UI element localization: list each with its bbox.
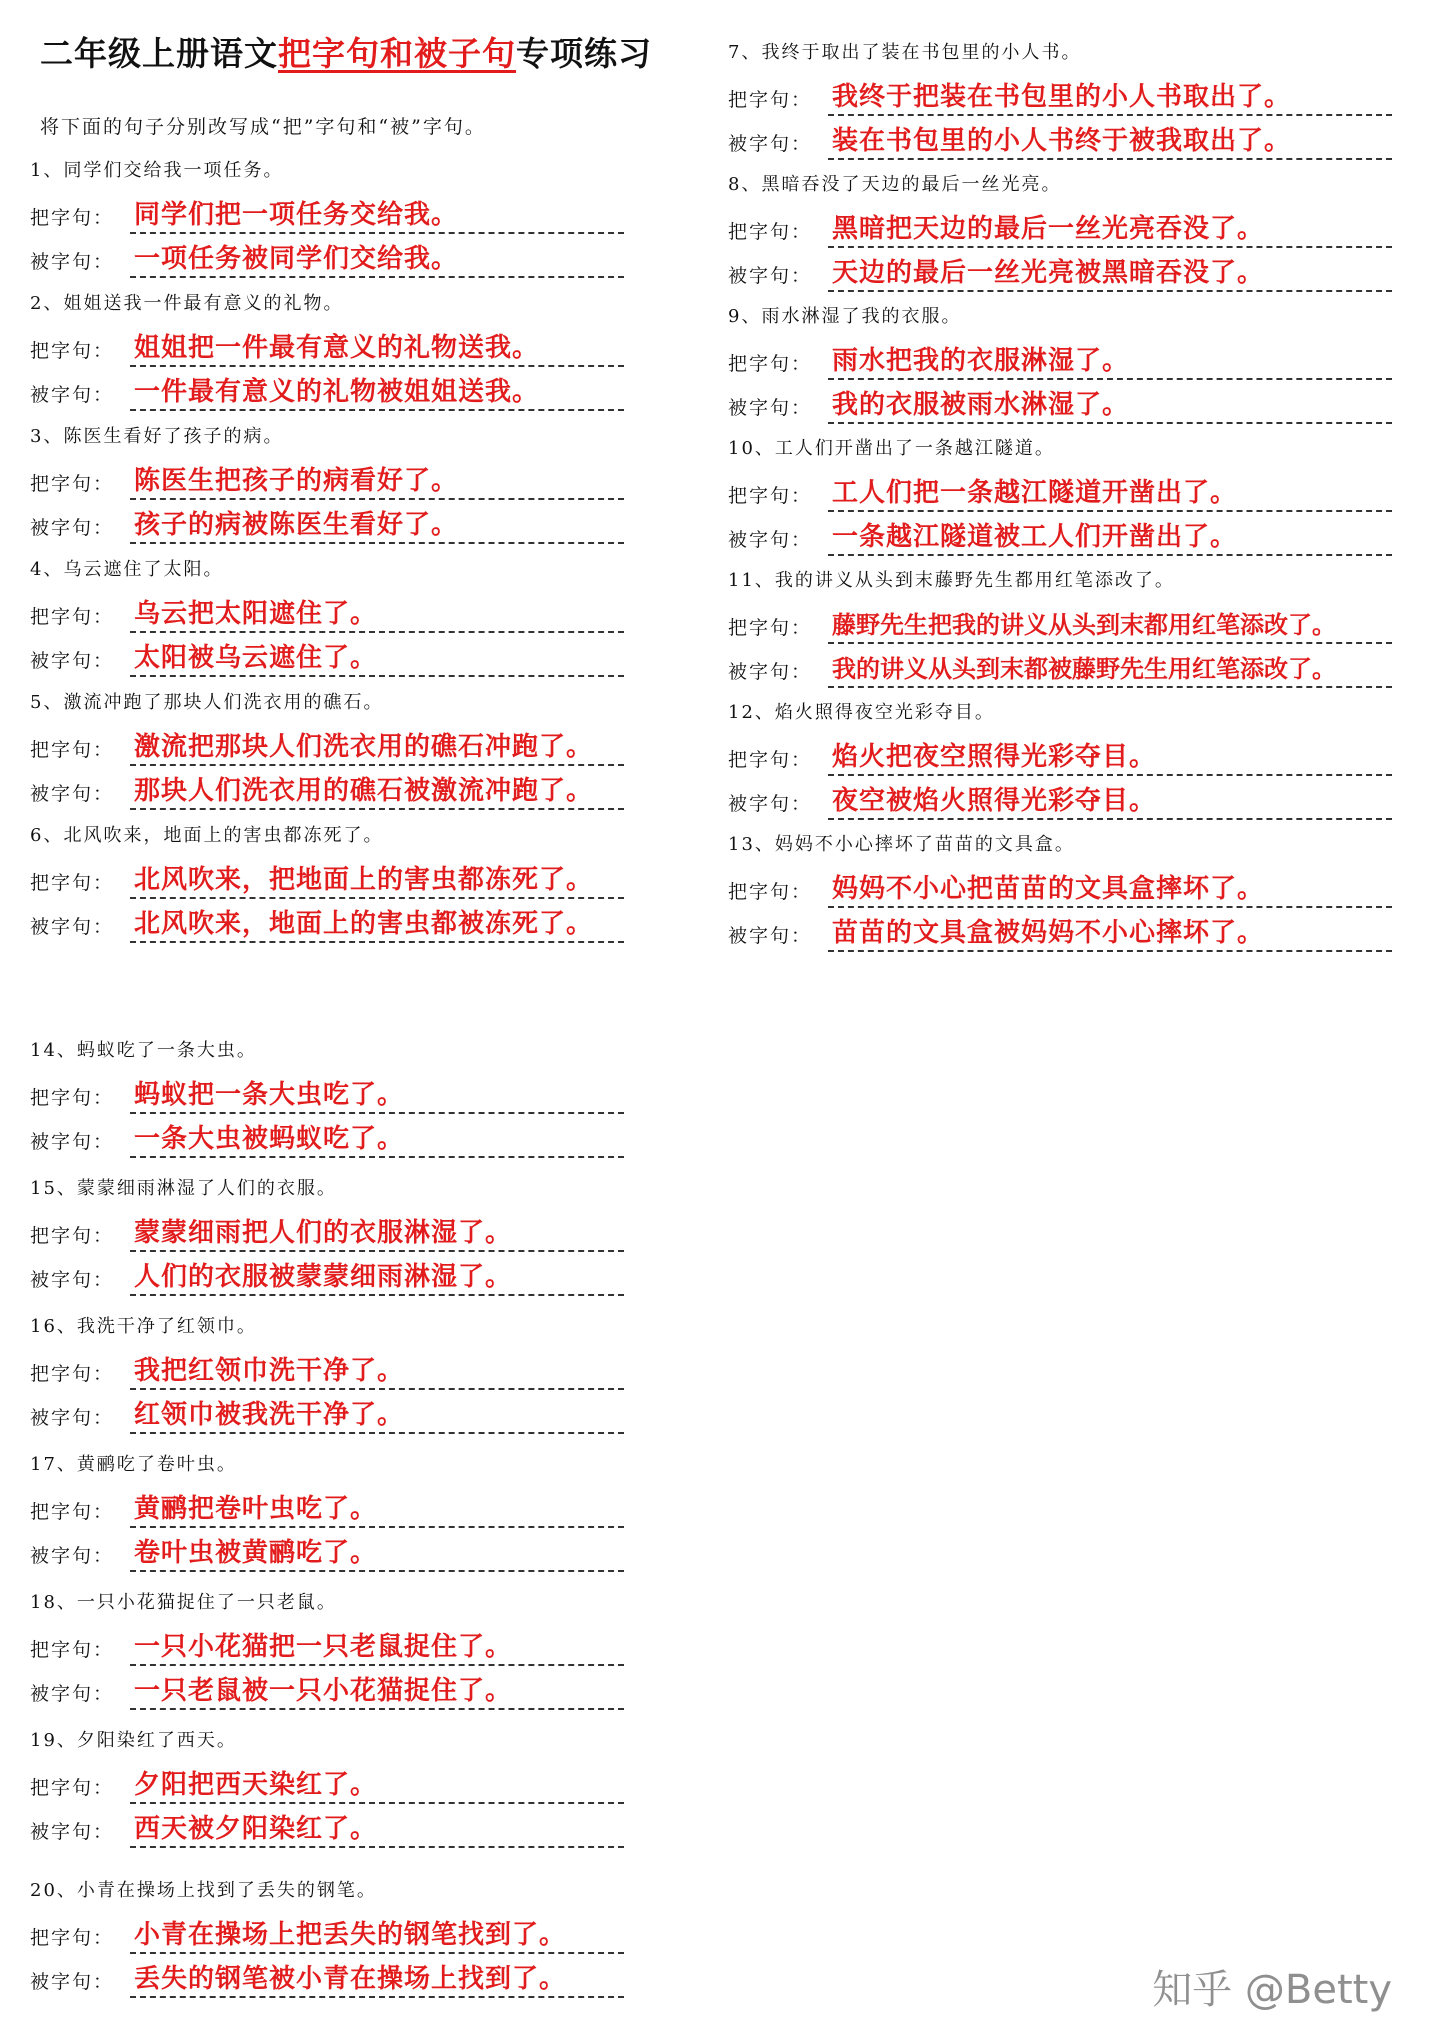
exercise-item <box>30 289 624 411</box>
ba-label: 把字句： <box>30 739 115 761</box>
bei-label: 被字句： <box>30 1545 115 1567</box>
exercise-item <box>728 566 1392 688</box>
bei-label: 被字句： <box>30 650 115 672</box>
question: 6、北风吹来，地面上的害虫都冻死了。 <box>30 825 384 846</box>
bei-label: 被字句： <box>728 397 813 419</box>
ba-answer: 我终于把装在书包里的小人书取出了。 <box>828 80 1392 116</box>
question: 10、工人们开凿出了一条越江隧道。 <box>728 438 1055 459</box>
bei-label: 被字句： <box>30 251 115 273</box>
bei-answer: 人们的衣服被蒙蒙细雨淋湿了。 <box>130 1260 624 1296</box>
bei-label: 被字句： <box>30 916 115 938</box>
bei-answer: 卷叶虫被黄鹂吃了。 <box>130 1536 624 1572</box>
ba-answer: 小青在操场上把丢失的钢笔找到了。 <box>130 1918 624 1954</box>
question: 2、姐姐送我一件最有意义的礼物。 <box>30 293 344 314</box>
ba-label: 把字句： <box>30 1363 115 1385</box>
exercise-item <box>728 698 1392 820</box>
exercise-item <box>30 1726 624 1848</box>
question: 11、我的讲义从头到末藤野先生都用红笔添改了。 <box>728 570 1175 591</box>
ba-answer: 焰火把夜空照得光彩夺目。 <box>828 740 1392 776</box>
bei-answer: 一件最有意义的礼物被姐姐送我。 <box>130 375 624 411</box>
ba-answer: 藤野先生把我的讲义从头到末都用红笔添改了。 <box>828 608 1392 644</box>
question: 5、激流冲跑了那块人们洗衣用的礁石。 <box>30 692 384 713</box>
ba-label: 把字句： <box>30 1225 115 1247</box>
ba-answer: 我把红领巾洗干净了。 <box>130 1354 624 1390</box>
page-title <box>40 28 652 75</box>
question: 14、蚂蚁吃了一条大虫。 <box>30 1040 257 1061</box>
exercise-item <box>30 1312 624 1434</box>
title-highlight: 把字句和被子句 <box>278 34 516 73</box>
bei-label: 被字句： <box>728 793 813 815</box>
ba-label: 把字句： <box>728 353 813 375</box>
ba-answer: 乌云把太阳遮住了。 <box>130 597 624 633</box>
bei-answer: 一项任务被同学们交给我。 <box>130 242 624 278</box>
exercise-item <box>728 38 1392 160</box>
ba-answer: 北风吹来，把地面上的害虫都冻死了。 <box>130 863 624 899</box>
ba-answer: 陈医生把孩子的病看好了。 <box>130 464 624 500</box>
question: 9、雨水淋湿了我的衣服。 <box>728 306 962 327</box>
exercise-item <box>30 555 624 677</box>
bei-answer: 孩子的病被陈医生看好了。 <box>130 508 624 544</box>
bei-answer: 夜空被焰火照得光彩夺目。 <box>828 784 1392 820</box>
question: 19、夕阳染红了西天。 <box>30 1730 237 1751</box>
title-part1: 二年级上册语文 <box>40 34 278 73</box>
bei-answer: 装在书包里的小人书终于被我取出了。 <box>828 124 1392 160</box>
bei-answer: 红领巾被我洗干净了。 <box>130 1398 624 1434</box>
ba-answer: 雨水把我的衣服淋湿了。 <box>828 344 1392 380</box>
ba-label: 把字句： <box>728 89 813 111</box>
ba-answer: 夕阳把西天染红了。 <box>130 1768 624 1804</box>
ba-answer: 蒙蒙细雨把人们的衣服淋湿了。 <box>130 1216 624 1252</box>
exercise-item <box>30 422 624 544</box>
exercise-item <box>30 1876 624 1998</box>
bei-answer: 苗苗的文具盒被妈妈不小心摔坏了。 <box>828 916 1392 952</box>
ba-label: 把字句： <box>30 207 115 229</box>
ba-label: 把字句： <box>728 221 813 243</box>
bei-label: 被字句： <box>728 661 813 683</box>
instruction: 将下面的句子分别改写成“把”字句和“被”字句。 <box>40 116 486 138</box>
ba-answer: 姐姐把一件最有意义的礼物送我。 <box>130 331 624 367</box>
ba-label: 把字句： <box>30 1927 115 1949</box>
ba-answer: 激流把那块人们洗衣用的礁石冲跑了。 <box>130 730 624 766</box>
question: 1、同学们交给我一项任务。 <box>30 160 284 181</box>
ba-answer: 妈妈不小心把苗苗的文具盒摔坏了。 <box>828 872 1392 908</box>
ba-answer: 黄鹂把卷叶虫吃了。 <box>130 1492 624 1528</box>
bei-label: 被字句： <box>30 1821 115 1843</box>
question: 8、黑暗吞没了天边的最后一丝光亮。 <box>728 174 1062 195</box>
ba-label: 把字句： <box>728 749 813 771</box>
ba-label: 把字句： <box>30 340 115 362</box>
bei-label: 被字句： <box>30 1683 115 1705</box>
bei-answer: 北风吹来，地面上的害虫都被冻死了。 <box>130 907 624 943</box>
exercise-item <box>30 156 624 278</box>
exercise-item <box>30 1174 624 1296</box>
exercise-item <box>728 434 1392 556</box>
bei-label: 被字句： <box>30 384 115 406</box>
ba-answer: 一只小花猫把一只老鼠捉住了。 <box>130 1630 624 1666</box>
exercise-item <box>30 1450 624 1572</box>
bei-label: 被字句： <box>30 1971 115 1993</box>
bei-answer: 太阳被乌云遮住了。 <box>130 641 624 677</box>
exercise-item <box>728 170 1392 292</box>
question: 7、我终于取出了装在书包里的小人书。 <box>728 42 1082 63</box>
ba-label: 把字句： <box>30 1087 115 1109</box>
ba-label: 把字句： <box>30 872 115 894</box>
exercise-item <box>728 302 1392 424</box>
bei-label: 被字句： <box>30 783 115 805</box>
bei-answer: 那块人们洗衣用的礁石被激流冲跑了。 <box>130 774 624 810</box>
bei-answer: 丢失的钢笔被小青在操场上找到了。 <box>130 1962 624 1998</box>
question: 12、焰火照得夜空光彩夺目。 <box>728 702 995 723</box>
bei-label: 被字句： <box>30 1269 115 1291</box>
question: 4、乌云遮住了太阳。 <box>30 559 224 580</box>
bei-label: 被字句： <box>728 133 813 155</box>
question: 20、小青在操场上找到了丢失的钢笔。 <box>30 1880 377 1901</box>
question: 17、黄鹂吃了卷叶虫。 <box>30 1454 237 1475</box>
bei-label: 被字句： <box>30 1131 115 1153</box>
bei-answer: 我的讲义从头到末都被藤野先生用红笔添改了。 <box>828 652 1392 688</box>
ba-label: 把字句： <box>728 881 813 903</box>
bei-answer: 我的衣服被雨水淋湿了。 <box>828 388 1392 424</box>
question: 3、陈医生看好了孩子的病。 <box>30 426 284 447</box>
ba-label: 把字句： <box>30 1777 115 1799</box>
exercise-item <box>30 1036 624 1158</box>
bei-label: 被字句： <box>728 925 813 947</box>
question: 15、蒙蒙细雨淋湿了人们的衣服。 <box>30 1178 337 1199</box>
ba-label: 把字句： <box>30 1639 115 1661</box>
ba-answer: 蚂蚁把一条大虫吃了。 <box>130 1078 624 1114</box>
ba-label: 把字句： <box>728 485 813 507</box>
bei-label: 被字句： <box>30 517 115 539</box>
bei-answer: 天边的最后一丝光亮被黑暗吞没了。 <box>828 256 1392 292</box>
exercise-item <box>30 821 624 943</box>
ba-answer: 黑暗把天边的最后一丝光亮吞没了。 <box>828 212 1392 248</box>
question: 16、我洗干净了红领巾。 <box>30 1316 257 1337</box>
ba-label: 把字句： <box>30 473 115 495</box>
exercise-item <box>30 688 624 810</box>
bei-answer: 一条大虫被蚂蚁吃了。 <box>130 1122 624 1158</box>
bei-answer: 西天被夕阳染红了。 <box>130 1812 624 1848</box>
ba-answer: 工人们把一条越江隧道开凿出了。 <box>828 476 1392 512</box>
ba-label: 把字句： <box>30 606 115 628</box>
bei-label: 被字句： <box>30 1407 115 1429</box>
bei-label: 被字句： <box>728 529 813 551</box>
watermark: 知乎 @Betty <box>1152 1967 1392 2013</box>
bei-answer: 一只老鼠被一只小花猫捉住了。 <box>130 1674 624 1710</box>
ba-label: 把字句： <box>30 1501 115 1523</box>
bei-label: 被字句： <box>728 265 813 287</box>
exercise-item <box>30 1588 624 1710</box>
ba-label: 把字句： <box>728 617 813 639</box>
ba-answer: 同学们把一项任务交给我。 <box>130 198 624 234</box>
exercise-item <box>728 830 1392 952</box>
title-part2: 专项练习 <box>516 34 652 73</box>
bei-answer: 一条越江隧道被工人们开凿出了。 <box>828 520 1392 556</box>
question: 13、妈妈不小心摔坏了苗苗的文具盒。 <box>728 834 1075 855</box>
question: 18、一只小花猫捉住了一只老鼠。 <box>30 1592 337 1613</box>
